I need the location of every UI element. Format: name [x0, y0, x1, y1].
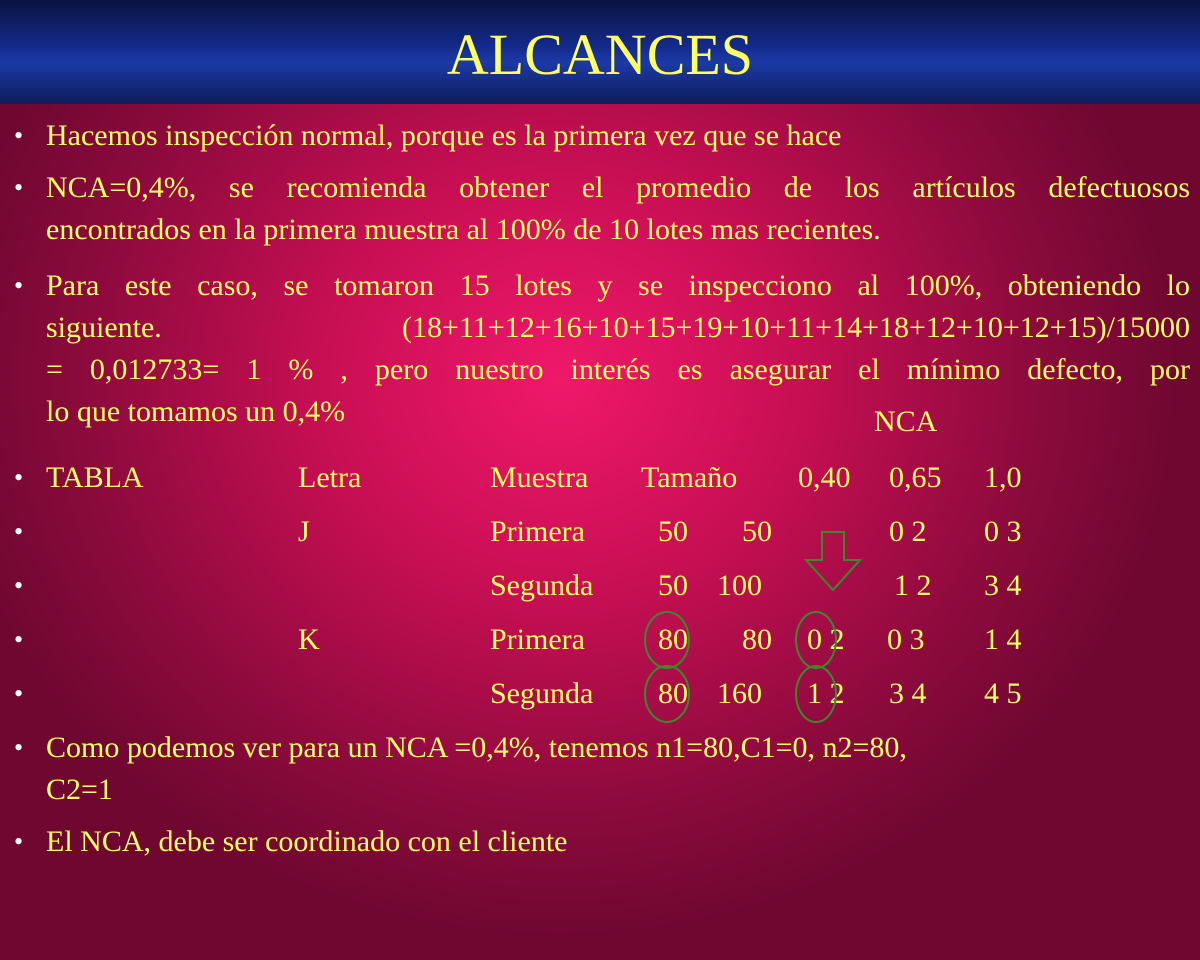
slide-title: ALCANCES [446, 22, 754, 87]
bullet-dot: • [14, 121, 24, 150]
table-row-4-muestra: Segunda [490, 677, 594, 710]
circle-c040-segunda [796, 666, 836, 722]
table-row-2-acum: 100 [717, 569, 762, 602]
table-row-4-c065: 3 4 [889, 677, 927, 710]
table-row-4-c040: 1 2 [807, 677, 845, 710]
bullet-3-line-4: lo que tomamos un 0,4% [46, 395, 346, 428]
table-row-1-acum: 50 [742, 515, 772, 548]
table-row-3-c040: 0 2 [807, 623, 845, 656]
table-header-0-40: 0,40 [798, 461, 851, 494]
table-row-3-letra: K [298, 623, 320, 656]
table-header-letra: Letra [298, 461, 362, 494]
table-row-2-c065: 1 2 [894, 569, 932, 602]
circle-k-primera-tam [645, 612, 689, 668]
bullet-2-line-2: encontrados en la primera muestra al 100% de 10 lotes mas recientes. [46, 213, 881, 246]
table-row-2-tam: 50 [658, 569, 688, 602]
bullet-1-text: Hacemos inspección normal, porque es la primera vez que se hace [46, 119, 842, 152]
table-row-3-c10: 1 4 [984, 623, 1022, 656]
table-row-4-tam: 80 [658, 677, 688, 710]
table-row-1-letra: J [298, 515, 310, 548]
table-row-3-tam: 80 [658, 623, 688, 656]
table-row-3-c065: 0 3 [887, 623, 925, 656]
nca-label: NCA [874, 405, 938, 438]
bullet-dot: • [14, 571, 24, 600]
bullet-3-line-1: Para este caso, se tomaron 15 lotes y se inspecciono al 100%, obteniendo lo [46, 269, 1190, 302]
bullet-3-line-3: = 0,012733= 1 % , pero nuestro interés es asegurar el mínimo defecto, por [46, 353, 1190, 386]
bullet-9-line-1: Como podemos ver para un NCA =0,4%, tenemos n1=80,C1=0, n2=80, [46, 731, 907, 764]
table-row-1-muestra: Primera [490, 515, 585, 548]
table-row-1-c10: 0 3 [984, 515, 1022, 548]
table-row-4-acum: 160 [717, 677, 762, 710]
bullet-dot: • [14, 463, 24, 492]
circle-k-segunda-tam [645, 666, 689, 722]
table-row-2-muestra: Segunda [490, 569, 594, 602]
bullet-dot: • [14, 517, 24, 546]
bullet-9-line-2: C2=1 [46, 773, 113, 806]
bullet-3-line-2: siguiente. (18+11+12+16+10+15+19+10+11+14+18+12+10+12+15)/15000 [46, 311, 1190, 344]
table-row-1-c065: 0 2 [889, 515, 927, 548]
bullet-dot: • [14, 625, 24, 654]
down-arrow-icon [806, 532, 860, 590]
table-header-tabla: TABLA [46, 461, 144, 494]
table-header-muestra: Muestra [490, 461, 589, 494]
bullet-dot: • [14, 733, 24, 762]
bullet-dot: • [14, 827, 24, 856]
table-row-1-tam: 50 [658, 515, 688, 548]
table-row-4-c10: 4 5 [984, 677, 1022, 710]
circle-c040-primera [796, 612, 836, 668]
bullet-dot: • [14, 173, 24, 202]
table-row-2-c10: 3 4 [984, 569, 1022, 602]
table-header-1-0: 1,0 [984, 461, 1022, 494]
table-header-tamano: Tamaño [641, 461, 738, 494]
table-row-3-acum: 80 [742, 623, 772, 656]
table-header-0-65: 0,65 [889, 461, 942, 494]
bullet-dot: • [14, 679, 24, 708]
bullet-dot: • [14, 271, 24, 300]
table-row-3-muestra: Primera [490, 623, 585, 656]
bullet-2-line-1: NCA=0,4%, se recomienda obtener el promedio de los artículos defectuosos [46, 171, 1190, 204]
bullet-10-text: El NCA, debe ser coordinado con el cliente [46, 825, 568, 858]
